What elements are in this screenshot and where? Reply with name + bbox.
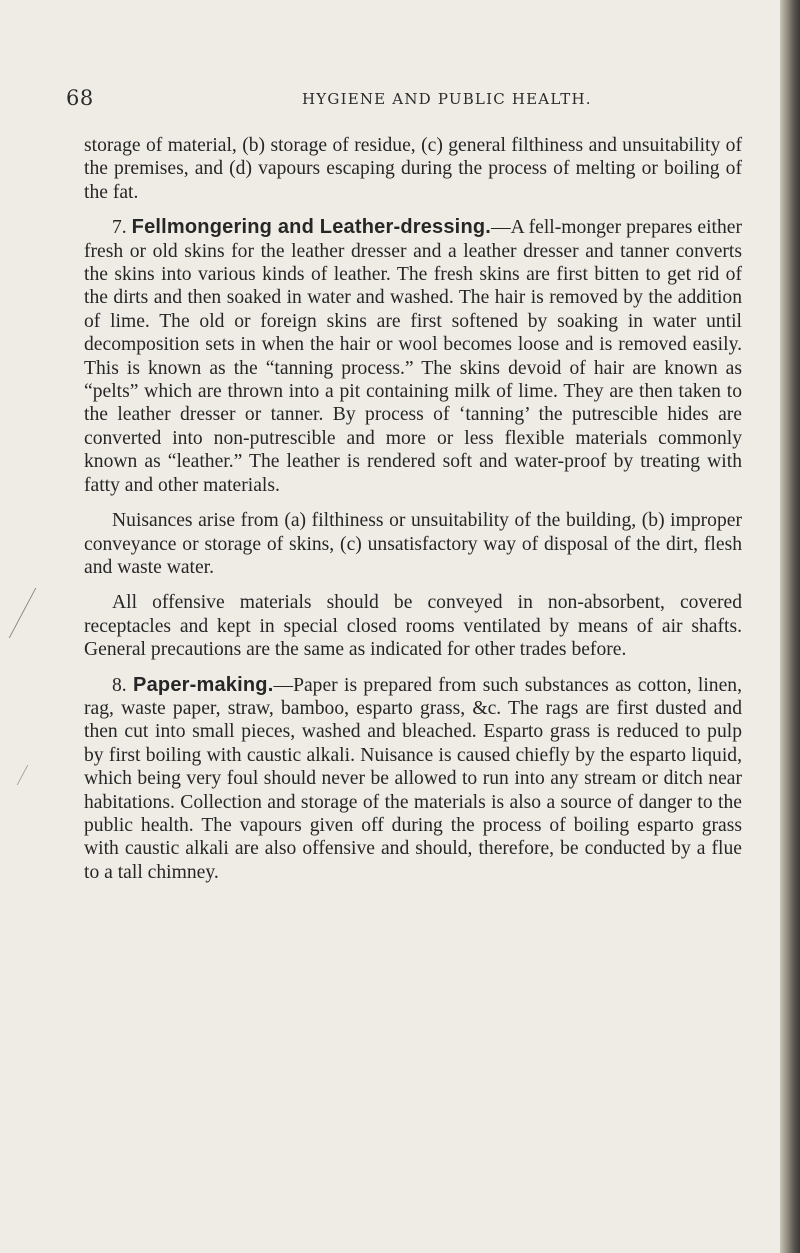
paragraph-nuisances [84, 509, 742, 579]
page-edge-shadow [780, 0, 800, 1253]
section-title: Fellmongering and Leather-dressing. [131, 216, 492, 239]
page-header [0, 86, 780, 110]
paragraph-text: storage of material, (b) storage of residue, (c) general filthiness and unsuitability of the premises, and (d) vapours escaping during the process of melting or boiling of the fat. [84, 135, 742, 203]
paragraph-precautions [84, 591, 742, 661]
paragraph-fellmongering [84, 216, 742, 497]
paragraph-text: Nuisances arise from (a) filthiness or unsuitability of the building, (b) improper conveyance or storage of skins, (c) unsatisfactory way of disposal of the dirt, flesh and waste water. [84, 510, 742, 578]
page-number: 68 [66, 86, 94, 110]
paragraph-text: All offensive materials should be conveyed in non-absorbent, covered receptacles and kept in special closed rooms ventilated by means of air shafts. General precautions are the same as indicated for other trades before. [84, 592, 742, 661]
pencil-margin-mark [17, 765, 69, 785]
paragraph-continuation [84, 134, 742, 204]
section-title: Paper-making. [133, 673, 274, 696]
paragraph-paper-making [84, 674, 742, 885]
running-title: HYGIENE AND PUBLIC HEALTH. [302, 90, 592, 108]
body-text [84, 134, 742, 884]
pencil-margin-mark [9, 588, 77, 638]
paragraph-text: —Paper is prepared from such substances as cotton, linen, rag, waste paper, straw, bamboo, esparto grass, &c. The rags are first dusted and then cut into small pieces, washed and bleached. Esparto grass is reduced to pulp by first boiling with caustic alkali. Nuisance is caused chiefly by the esparto liquid, which being very foul should never be allowed to run into any stream or ditch near habitations. Collection and storage of the materials is also a source of danger to the public health. The vapours given off during the process of boiling esparto grass with caustic alkali are also offensive and should, therefore, be conducted by a flue to a tall chimney. [84, 674, 742, 883]
section-number: 7. [112, 217, 127, 239]
paragraph-text: —A fell-monger prepares either fresh or old skins for the leather dresser and a leather dresser and tanner converts the skins into various kinds of leather. The fresh skins are first bitten to get rid of the dirts and then soaked in water and washed. The hair is removed by the addition of lime. The old or foreign skins are first softened by soaking in water until decomposition sets in when the hair or wool becomes loose and is removed easily. This is known as the “tanning process.” The skins devoid of hair are known as “pelts” which are thrown into a pit containing milk of lime. They are then taken to the leather dresser or tanner. By process of ‘tanning’ the putrescible hides are converted into non-putrescible and more or less flexible materials commonly known as “leather.” The leather is rendered soft and water-proof by treating with fatty and other materials. [84, 217, 742, 496]
section-number: 8. [112, 674, 127, 696]
